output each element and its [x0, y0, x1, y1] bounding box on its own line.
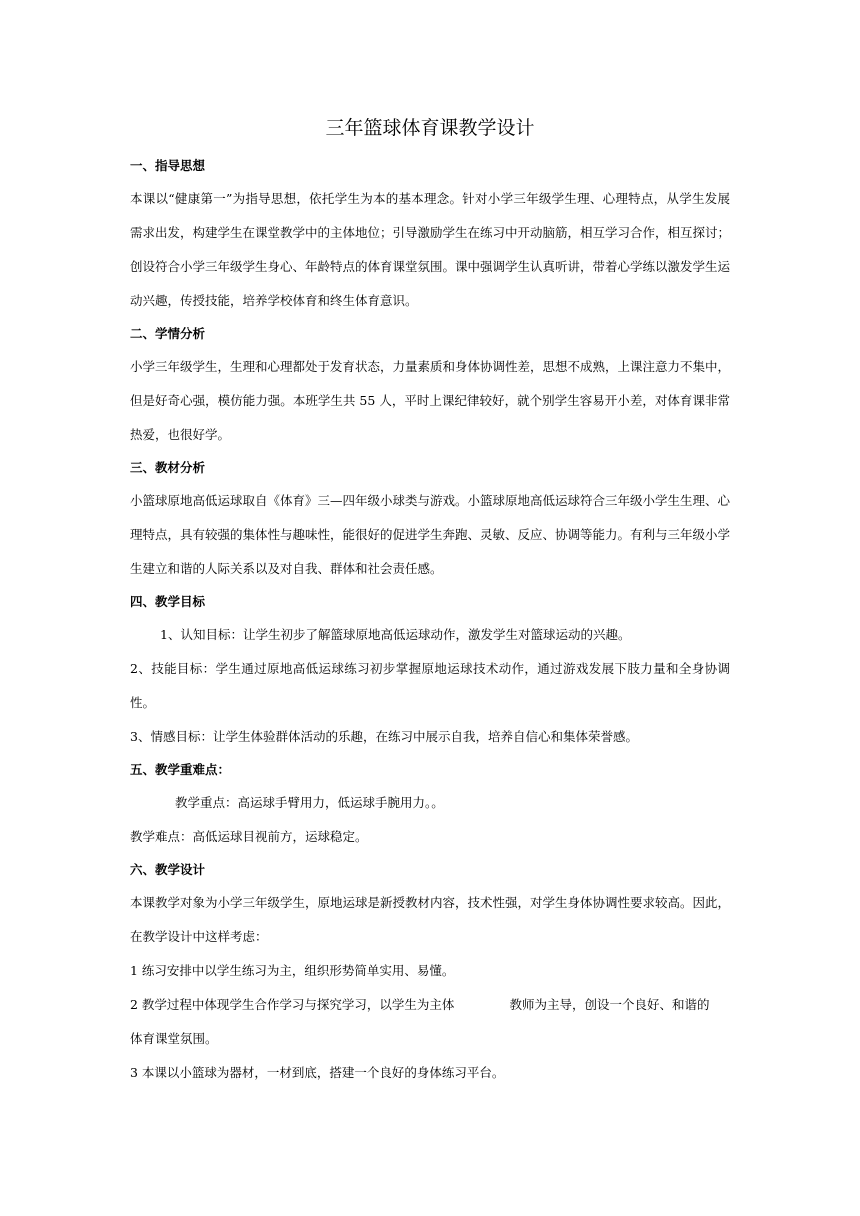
document-body [130, 150, 730, 1090]
key-point: 教学重点：高运球手臂用力，低运球手腕用力。。 [175, 795, 444, 810]
design-item-1: 1 练习安排中以学生练习为主，组织形势简单实用、易懂。 [130, 963, 455, 978]
section-body-guiding-ideology: 本课以“健康第一”为指导思想，依托学生为本的基本理念。针对小学三年级学生理、心理特点，从学生发展需求出发，构建学生在课堂教学中的主体地位；引导激励学生在练习中开动脑筋，相互学习合作，相互探讨；创设符合小学三年级学生身心、年龄特点的体育课堂氛围。课中强调学生认真听讲，带着心学练以激发学生运动兴趣，传授技能，培养学校体育和终生体育意识。 [130, 191, 731, 308]
goal-cognitive: 1、认知目标：让学生初步了解篮球原地高低运球动作，激发学生对篮球运动的兴趣。 [160, 627, 631, 642]
design-item-2-continued: 体育课堂氛围。 [130, 1031, 218, 1046]
section-heading-key-points: 五、教学重难点： [130, 762, 231, 777]
section-heading-teaching-goals: 四、教学目标 [130, 594, 206, 609]
section-body-material-analysis: 小篮球原地高低运球取自《体育》三—四年级小球类与游戏。小篮球原地高低运球符合三年级小学生生理、心理特点，具有较强的集体性与趣味性，能很好的促进学生奔跑、灵敏、反应、协调等能力。有利与三年级小学生建立和谐的人际关系以及对自我、群体和社会责任感。 [130, 493, 731, 576]
goal-skill: 2、技能目标：学生通过原地高低运球练习初步掌握原地运球技术动作，通过游戏发展下肢力量和全身协调性。 [130, 661, 730, 710]
page-title: 三年篮球体育课教学设计 [325, 117, 535, 139]
goal-emotional: 3、情感目标：让学生体验群体活动的乐趣，在练习中展示自我，培养自信心和集体荣誉感。 [130, 729, 638, 744]
difficulty-point: 教学难点：高低运球目视前方，运球稳定。 [130, 829, 368, 844]
design-item-2-part-a: 2 教学过程中体现学生合作学习与探究学习，以学生为主体 [130, 997, 455, 1012]
section-heading-material-analysis: 三、教材分析 [130, 460, 206, 475]
section-heading-student-analysis: 二、学情分析 [130, 326, 206, 341]
section-heading-teaching-design: 六、教学设计 [130, 862, 206, 877]
section-heading-guiding-ideology: 一、指导思想 [130, 158, 206, 173]
section-body-student-analysis: 小学三年级学生，生理和心理都处于发育状态，力量素质和身体协调性差，思想不成熟，上课注意力不集中，但是好奇心强，模仿能力强。本班学生共 55 人，平时上课纪律较好，就个别学生容易开小差，对体育课非常热爱，也很好学。 [130, 359, 731, 442]
design-item-2 [130, 988, 730, 1022]
design-item-2-part-b: 教师为主导，创设一个良好、和谐的 [509, 997, 710, 1012]
design-item-3: 3 本课以小篮球为器材，一材到底，搭建一个良好的身体练习平台。 [130, 1065, 505, 1080]
section-body-teaching-design: 本课教学对象为小学三年级学生，原地运球是新授教材内容，技术性强，对学生身体协调性要求较高。因此，在教学设计中这样考虑： [130, 895, 731, 944]
